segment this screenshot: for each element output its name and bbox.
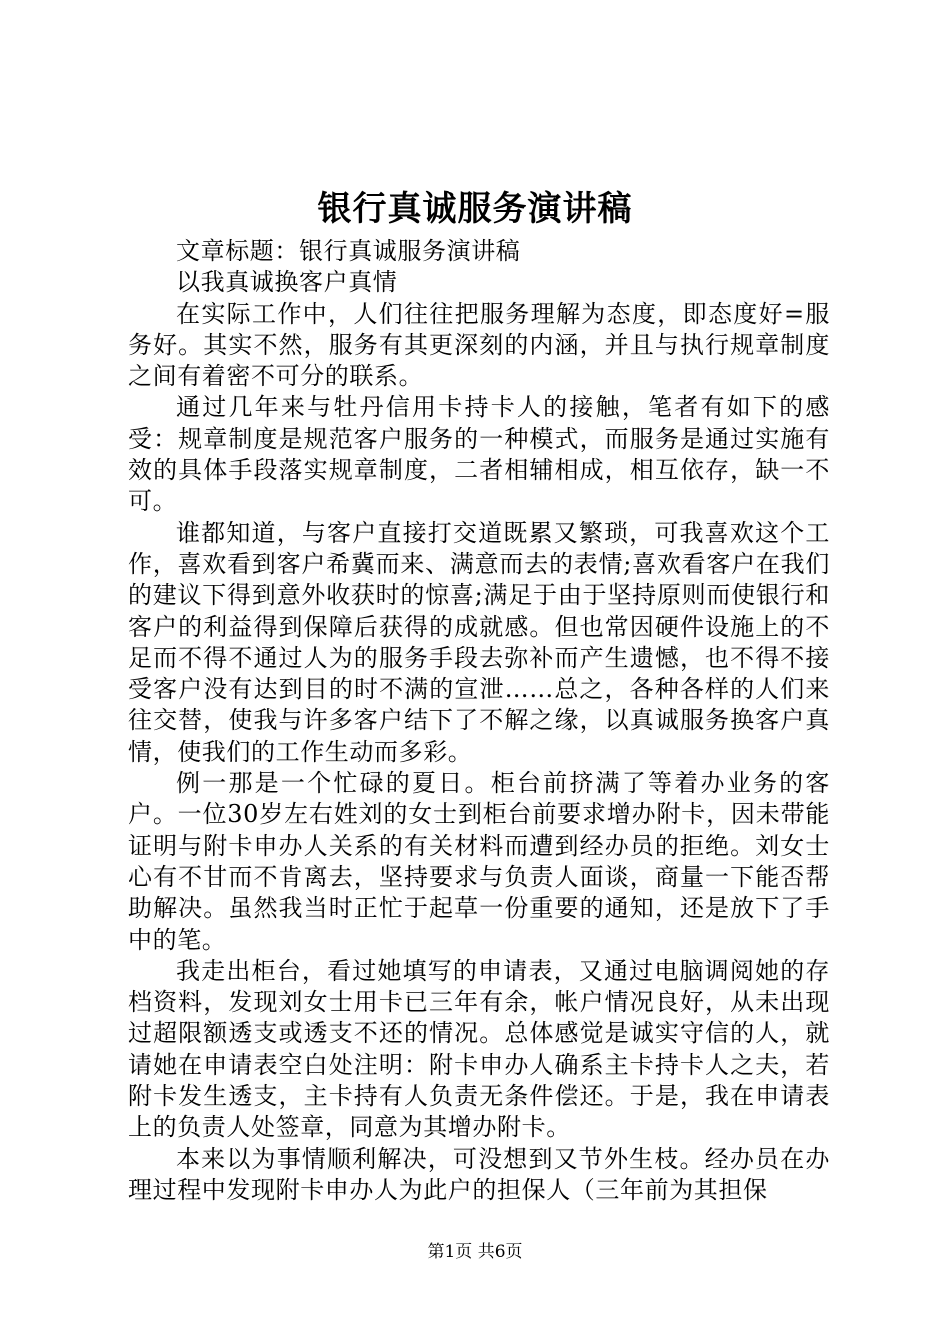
document-title: 银行真诚服务演讲稿: [317, 189, 633, 229]
paragraph-5: 我走出柜台，看过她填写的申请表，又通过电脑调阅她的存档资料，发现刘女士用卡已三年有余，帐户情况良好，从未出现过超限额透支或透支不还的情况。总体感觉是诚实守信的人，就请她在申请表空白处注明：附卡申办人确系主卡持卡人之夫，若附卡发生透支，主卡持有人负责无条件偿还。于是，我在申请表上的负责人处签章，同意为其增办附卡。: [128, 956, 830, 1142]
document-body: [128, 236, 830, 1206]
subtitle-line: 以我真诚换客户真情: [176, 268, 398, 297]
paragraph-4: 例一那是一个忙碌的夏日。柜台前挤满了等着办业务的客户。一位30岁左右姓刘的女士到柜台前要求增办附卡，因未带能证明与附卡申办人关系的有关材料而遭到经办员的拒绝。刘女士心有不甘而不肯离去，坚持要求与负责人面谈，商量一下能否帮助解决。虽然我当时正忙于起草一份重要的通知，还是放下了手中的笔。: [128, 769, 830, 954]
paragraph-2: 通过几年来与牡丹信用卡持卡人的接触，笔者有如下的感受：规章制度是规范客户服务的一种模式，而服务是通过实施有效的具体手段落实规章制度，二者相辅相成，相互依存，缺一不可。: [128, 393, 830, 516]
paragraph-6: 本来以为事情顺利解决，可没想到又节外生枝。经办员在办理过程中发现附卡申办人为此户的担保人（三年前为其担保: [128, 1144, 830, 1204]
paragraph-3: 谁都知道，与客户直接打交道既累又繁琐，可我喜欢这个工作，喜欢看到客户希冀而来、满意而去的表情;喜欢看客户在我们的建议下得到意外收获时的惊喜;满足于由于坚持原则而使银行和客户的利益得到保障后获得的成就感。但也常因硬件设施上的不足而不得不通过人为的服务手段去弥补而产生遗憾，也不得不接受客户没有达到目的时不满的宣泄……总之，各种各样的人们来往交替，使我与许多客户结下了不解之缘，以真诚服务换客户真情，使我们的工作生动而多彩。: [128, 518, 830, 766]
article-title-line: 文章标题：银行真诚服务演讲稿: [176, 237, 521, 265]
page-footer: 第1页 共6页: [427, 1242, 523, 1262]
paragraph-1: 在实际工作中，人们往往把服务理解为态度，即态度好=服务好。其实不然，服务有其更深刻的内涵，并且与执行规章制度之间有着密不可分的联系。: [128, 299, 830, 391]
